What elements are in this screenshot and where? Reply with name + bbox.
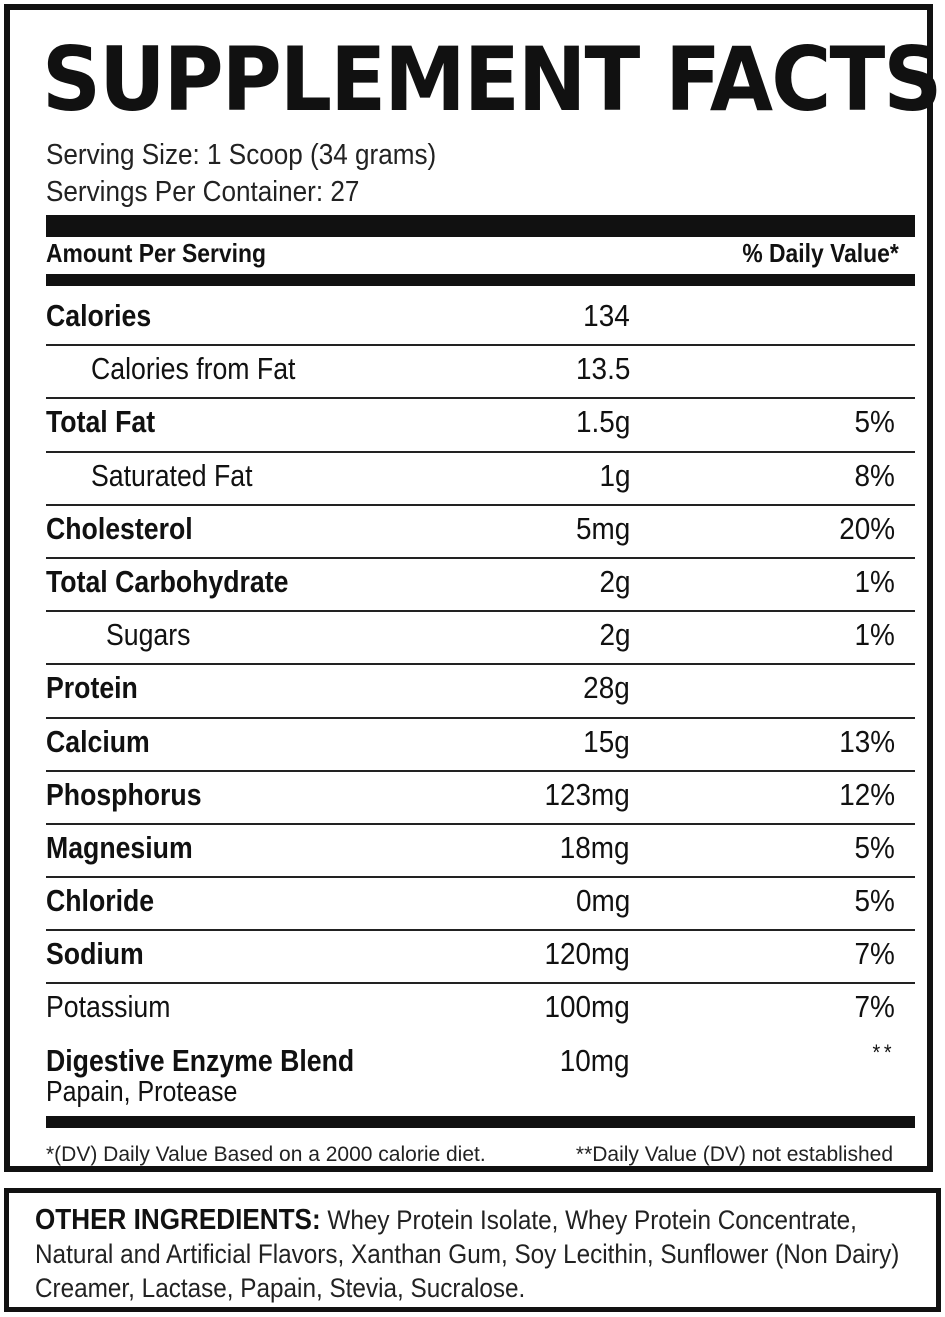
nutrient-amount: 10mg (560, 1042, 630, 1078)
other-ingredients-panel (4, 1188, 941, 1312)
nutrient-name: Magnesium (46, 829, 193, 865)
nutrient-sub-ingredients: Papain, Protease (46, 1075, 238, 1108)
nutrient-row-digestive-enzyme-blend (46, 1038, 915, 1108)
nutrient-amount: 18mg (560, 829, 630, 865)
nutrient-daily-value: ** (872, 1039, 895, 1065)
nutrient-row-cholesterol (46, 506, 915, 559)
nutrient-name: Chloride (46, 883, 155, 919)
nutrient-name: Calories from Fat (91, 351, 296, 387)
footnote-daily-value: *(DV) Daily Value Based on a 2000 calorie diet. (46, 1143, 486, 1166)
nutrient-name: Protein (46, 670, 138, 706)
nutrient-table (46, 293, 915, 1108)
daily-value-header: % Daily Value* (742, 238, 899, 268)
nutrient-row-calories-from-fat (46, 346, 915, 399)
servings-per-container-value: 27 (330, 176, 360, 208)
footnote-not-established: **Daily Value (DV) not established (575, 1143, 893, 1166)
nutrient-row-potassium (46, 984, 915, 1037)
nutrient-name: Calories (46, 298, 152, 333)
nutrient-row-calcium (46, 719, 915, 772)
nutrient-row-phosphorus (46, 772, 915, 825)
label-title: SUPPLEMENT FACTS (42, 28, 941, 131)
nutrient-amount: 13.5 (575, 351, 630, 387)
nutrient-row-calories (46, 293, 915, 346)
nutrient-daily-value: 12% (839, 776, 895, 812)
nutrient-name: Potassium (46, 989, 171, 1025)
nutrient-row-sugars (46, 612, 915, 665)
nutrient-amount: 134 (583, 298, 630, 333)
nutrient-amount: 2g (598, 617, 630, 653)
nutrient-name: Total Carbohydrate (46, 563, 289, 599)
nutrient-row-total-carbohydrate (46, 559, 915, 612)
nutrient-name: Phosphorus (46, 776, 202, 812)
nutrient-daily-value: 20% (839, 510, 895, 546)
nutrient-name: Cholesterol (46, 510, 193, 546)
nutrient-amount: 120mg (544, 936, 630, 972)
divider-medium (46, 274, 915, 286)
supplement-facts-panel (4, 4, 941, 1172)
nutrient-amount: 2g (598, 563, 630, 599)
nutrient-amount: 5mg (575, 510, 630, 546)
nutrient-amount: 100mg (544, 989, 630, 1025)
nutrient-name: Digestive Enzyme Blend (46, 1042, 355, 1078)
servings-per-container (46, 176, 359, 209)
nutrient-daily-value: 7% (854, 989, 895, 1025)
nutrient-row-saturated-fat (46, 453, 915, 506)
nutrient-daily-value: 5% (854, 404, 895, 440)
nutrient-amount: 15g (583, 723, 630, 759)
other-ingredients-text (35, 1203, 908, 1305)
nutrient-daily-value: 7% (854, 936, 895, 972)
nutrient-row-sodium (46, 931, 915, 984)
nutrient-row-chloride (46, 878, 915, 931)
nutrient-name: Calcium (46, 723, 150, 759)
nutrient-name: Total Fat (46, 404, 156, 440)
nutrient-daily-value: 5% (854, 829, 895, 865)
nutrient-daily-value: 1% (854, 563, 895, 599)
nutrient-daily-value: 13% (839, 723, 895, 759)
nutrient-amount: 1.5g (575, 404, 630, 440)
servings-per-container-label: Servings Per Container: (46, 176, 324, 208)
nutrient-row-magnesium (46, 825, 915, 878)
nutrient-amount: 1g (598, 457, 630, 493)
nutrient-daily-value: 1% (854, 617, 895, 653)
nutrient-amount: 28g (583, 670, 630, 706)
serving-size: Serving Size: 1 Scoop (34 grams) (46, 139, 437, 171)
divider-thick (46, 215, 915, 237)
nutrient-daily-value: 8% (854, 457, 895, 493)
divider-bottom (46, 1116, 915, 1128)
amount-per-serving-header: Amount Per Serving (46, 238, 266, 268)
nutrient-daily-value: 5% (854, 883, 895, 919)
other-ingredients-label: OTHER INGREDIENTS: (35, 1204, 321, 1236)
nutrient-name: Saturated Fat (91, 457, 253, 493)
nutrient-row-total-fat (46, 399, 915, 452)
nutrient-name: Sodium (46, 936, 144, 972)
nutrient-row-protein (46, 665, 915, 718)
nutrient-amount: 0mg (575, 883, 630, 919)
nutrient-amount: 123mg (544, 776, 630, 812)
other-ingredients-list: Whey Protein Isolate, Whey Protein Concentrate, Natural and Artificial Flavors, Xanthan Gum, Soy Lecithin, Sunflower (Non Dairy) Creamer, Lactase, Papain, Stevia, Sucralose. (35, 1205, 900, 1303)
nutrient-name: Sugars (106, 617, 191, 653)
